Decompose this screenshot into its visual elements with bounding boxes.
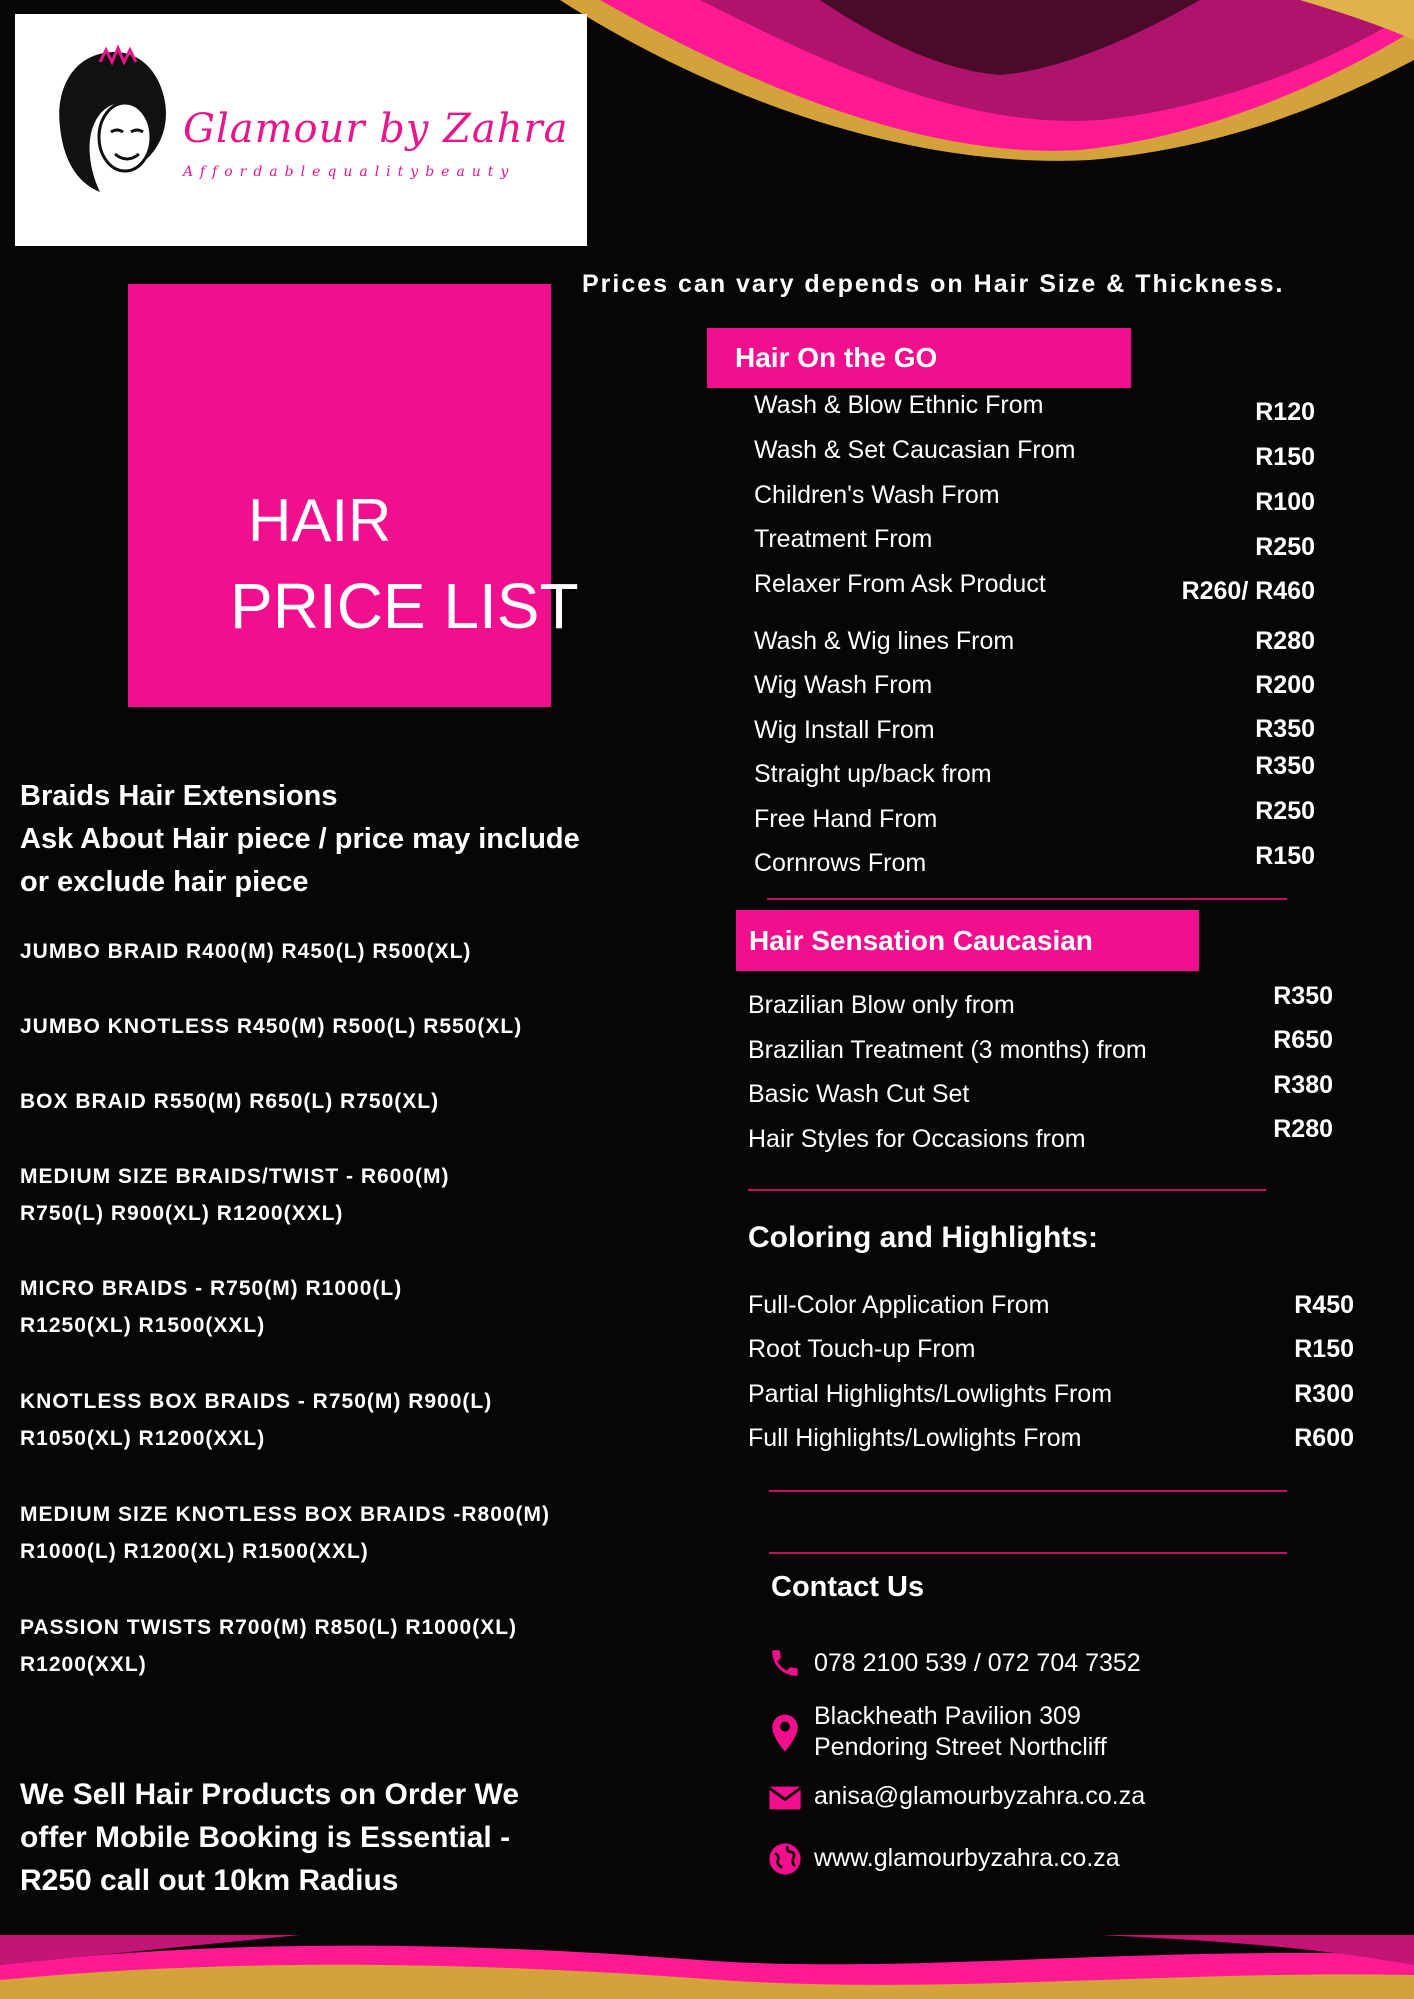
service-name: Relaxer From Ask Product <box>754 570 1046 598</box>
braid-price-item: BOX BRAID R550(M) R650(L) R750(XL) <box>20 1090 440 1113</box>
service-price: R260/ R460 <box>1181 577 1315 605</box>
braids-heading-line1: Braids Hair Extensions <box>20 780 338 812</box>
service-price: R280 <box>1255 627 1315 655</box>
phone-icon <box>768 1646 802 1680</box>
braids-heading <box>20 775 580 904</box>
service-price: R150 <box>1255 443 1315 471</box>
service-price: R250 <box>1255 797 1315 825</box>
section-coloring-title: Coloring and Highlights: <box>748 1221 1098 1254</box>
service-price: R350 <box>1255 715 1315 743</box>
logo-card <box>15 14 587 246</box>
service-name: Children's Wash From <box>754 481 1000 509</box>
service-price: R450 <box>1294 1291 1354 1319</box>
mobile-booking-note: We Sell Hair Products on Order We offer Mobile Booking is Essential - R250 call out 10km Radius <box>20 1778 520 1897</box>
price-variation-note: Prices can vary depends on Hair Size & Thickness. <box>582 270 1285 298</box>
braid-price-item: KNOTLESS BOX BRAIDS - R750(M) R900(L) R1050(XL) R1200(XXL) <box>20 1390 493 1450</box>
section-hair-sensation-title: Hair Sensation Caucasian <box>736 910 1199 971</box>
service-name: Full Highlights/Lowlights From <box>748 1424 1082 1452</box>
logo-brand-name: Glamour by Zahra <box>183 106 569 152</box>
service-name: Cornrows From <box>754 849 927 877</box>
bottom-wave-decoration <box>0 1935 1414 1999</box>
service-price: R350 <box>1273 982 1333 1010</box>
section-divider <box>767 898 1287 900</box>
braid-price-item: JUMBO BRAID R400(M) R450(L) R500(XL) <box>20 940 472 963</box>
service-name: Partial Highlights/Lowlights From <box>748 1380 1113 1408</box>
service-name: Root Touch-up From <box>748 1335 976 1363</box>
logo-woman-silhouette-icon <box>45 42 185 212</box>
service-name: Wash & Set Caucasian From <box>754 436 1076 464</box>
contact-title: Contact Us <box>771 1571 925 1603</box>
service-name: Brazilian Treatment (3 months) from <box>748 1036 1147 1064</box>
contact-address-line2: Pendoring Street Northcliff <box>814 1733 1107 1761</box>
contact-website[interactable]: www.glamourbyzahra.co.za <box>814 1844 1120 1872</box>
service-price: R100 <box>1255 488 1315 516</box>
hero-title-line2: PRICE LIST <box>230 570 579 642</box>
hero-title-line1: HAIR <box>248 487 392 554</box>
service-name: Brazilian Blow only from <box>748 991 1015 1019</box>
section-divider <box>748 1189 1266 1191</box>
braids-heading-line2: Ask About Hair piece / price may include or exclude hair piece <box>20 823 580 898</box>
service-price: R650 <box>1273 1026 1333 1054</box>
contact-email[interactable]: anisa@glamourbyzahra.co.za <box>814 1782 1146 1810</box>
service-price: R250 <box>1255 533 1315 561</box>
service-name: Wash & Wig lines From <box>754 627 1015 655</box>
contact-phone[interactable]: 078 2100 539 / 072 704 7352 <box>814 1649 1141 1677</box>
service-price: R150 <box>1255 842 1315 870</box>
service-name: Full-Color Application From <box>748 1291 1050 1319</box>
contact-address <box>814 1701 1107 1763</box>
braid-price-item: MEDIUM SIZE KNOTLESS BOX BRAIDS -R800(M) R1000(L) R1200(XL) R1500(XXL) <box>20 1503 551 1563</box>
braid-price-item: JUMBO KNOTLESS R450(M) R500(L) R550(XL) <box>20 1015 523 1038</box>
contact-address-line1: Blackheath Pavilion 309 <box>814 1702 1081 1730</box>
location-pin-icon <box>768 1713 802 1753</box>
service-name: Wash & Blow Ethnic From <box>754 391 1044 419</box>
service-price: R300 <box>1294 1380 1354 1408</box>
globe-icon <box>768 1842 802 1876</box>
service-price: R280 <box>1273 1115 1333 1143</box>
section-hair-on-the-go-title: Hair On the GO <box>707 328 1131 388</box>
braid-price-item: PASSION TWISTS R700(M) R850(L) R1000(XL) R1200(XXL) <box>20 1616 518 1676</box>
email-icon <box>768 1784 802 1812</box>
service-price: R120 <box>1255 398 1315 426</box>
braid-price-item: MICRO BRAIDS - R750(M) R1000(L) R1250(XL) R1500(XXL) <box>20 1277 403 1337</box>
service-price: R200 <box>1255 671 1315 699</box>
service-name: Straight up/back from <box>754 760 992 788</box>
service-name: Hair Styles for Occasions from <box>748 1125 1086 1153</box>
section-divider <box>769 1552 1287 1554</box>
braid-price-item: MEDIUM SIZE BRAIDS/TWIST - R600(M) R750(L) R900(XL) R1200(XXL) <box>20 1165 450 1225</box>
section-divider <box>769 1490 1287 1492</box>
service-name: Treatment From <box>754 525 933 553</box>
service-price: R350 <box>1255 752 1315 780</box>
service-price: R600 <box>1294 1424 1354 1452</box>
service-name: Wig Wash From <box>754 671 933 699</box>
hero-block <box>128 284 579 707</box>
service-name: Basic Wash Cut Set <box>748 1080 970 1108</box>
service-price: R150 <box>1294 1335 1354 1363</box>
service-name: Free Hand From <box>754 805 938 833</box>
service-name: Wig Install From <box>754 716 935 744</box>
logo-tagline: Affordablequalitybeauty <box>183 164 516 180</box>
service-price: R380 <box>1273 1071 1333 1099</box>
